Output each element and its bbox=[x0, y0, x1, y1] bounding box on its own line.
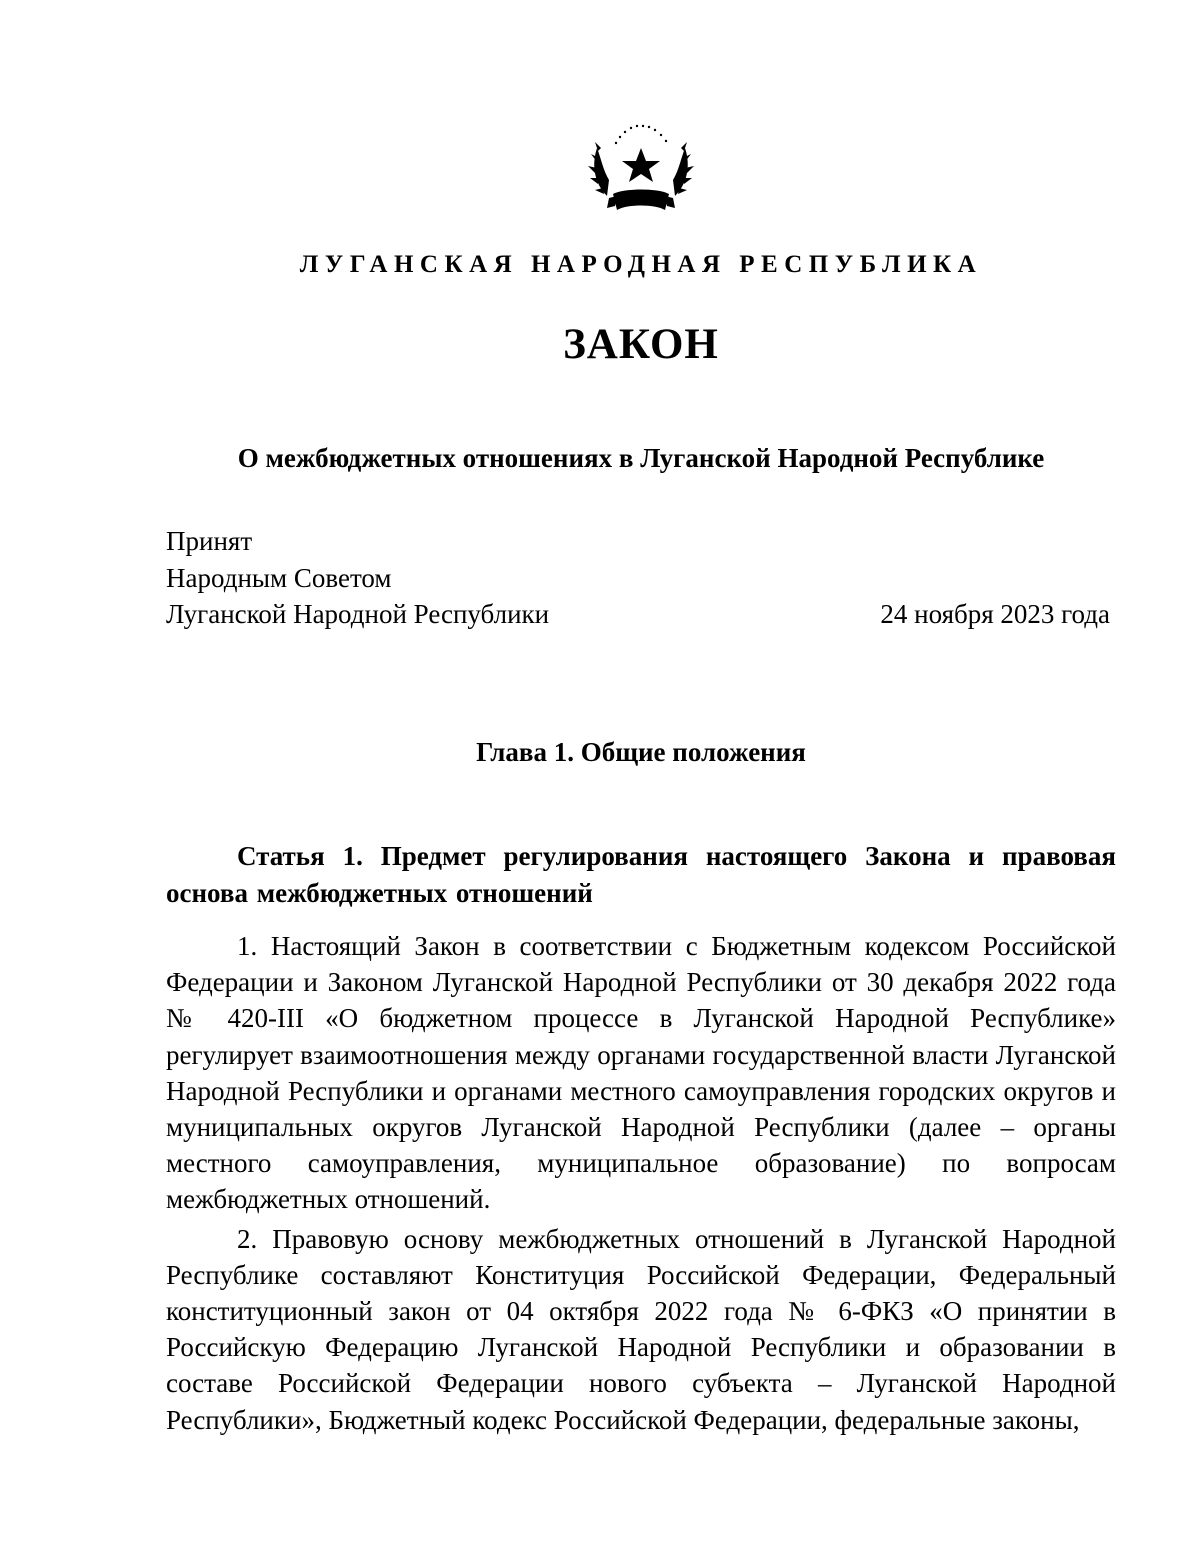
adoption-line-1: Принят bbox=[166, 526, 253, 556]
article-body bbox=[166, 928, 1116, 1441]
adoption-date: 24 ноября 2023 года bbox=[880, 599, 1110, 629]
article-heading: Статья 1. Предмет регулирования настоящего Закона и правовая основа межбюджетных отношений bbox=[166, 841, 1116, 908]
article-paragraph-1: 1. Настоящий Закон в соответствии с Бюджетным кодексом Российской Федерации и Законом Луганской Народной Республики от 30 декабря 2022 года № 420-III «О бюджетном процессе в Луганской Народной Республике» регулирует взаимоотношения между органами государственной власти Луганской Народной Республики и органами местного самоуправления городских округов и муниципальных округов Луганской Народной Республики (далее – органы местного самоуправления, муниципальное образование) по вопросам межбюджетных отношений. bbox=[166, 931, 1116, 1215]
republic-name: ЛУГАНСКАЯ НАРОДНАЯ РЕСПУБЛИКА bbox=[299, 251, 983, 278]
state-emblem-icon bbox=[585, 118, 697, 218]
chapter-title: Глава 1. Общие положения bbox=[476, 737, 806, 767]
adoption-line-3: Луганской Народной Республики bbox=[166, 599, 550, 629]
article-paragraph-2: 2. Правовую основу межбюджетных отношений в Луганской Народной Республике составляют Конституция Российской Федерации, Федеральный конституционный закон от 04 октября 2022 года № 6-ФКЗ «О принятии в Российскую Федерацию Луганской Народной Республики и образовании в составе Российской Федерации нового субъекта – Луганской Народной Республики», Бюджетный кодекс Российской Федерации, федеральные законы, bbox=[166, 1223, 1116, 1435]
document-title: О межбюджетных отношениях в Луганской Народной Республике bbox=[237, 443, 1045, 473]
adoption-block bbox=[166, 523, 549, 633]
adoption-line-2: Народным Советом bbox=[166, 562, 392, 593]
document-type: ЗАКОН bbox=[563, 321, 719, 368]
